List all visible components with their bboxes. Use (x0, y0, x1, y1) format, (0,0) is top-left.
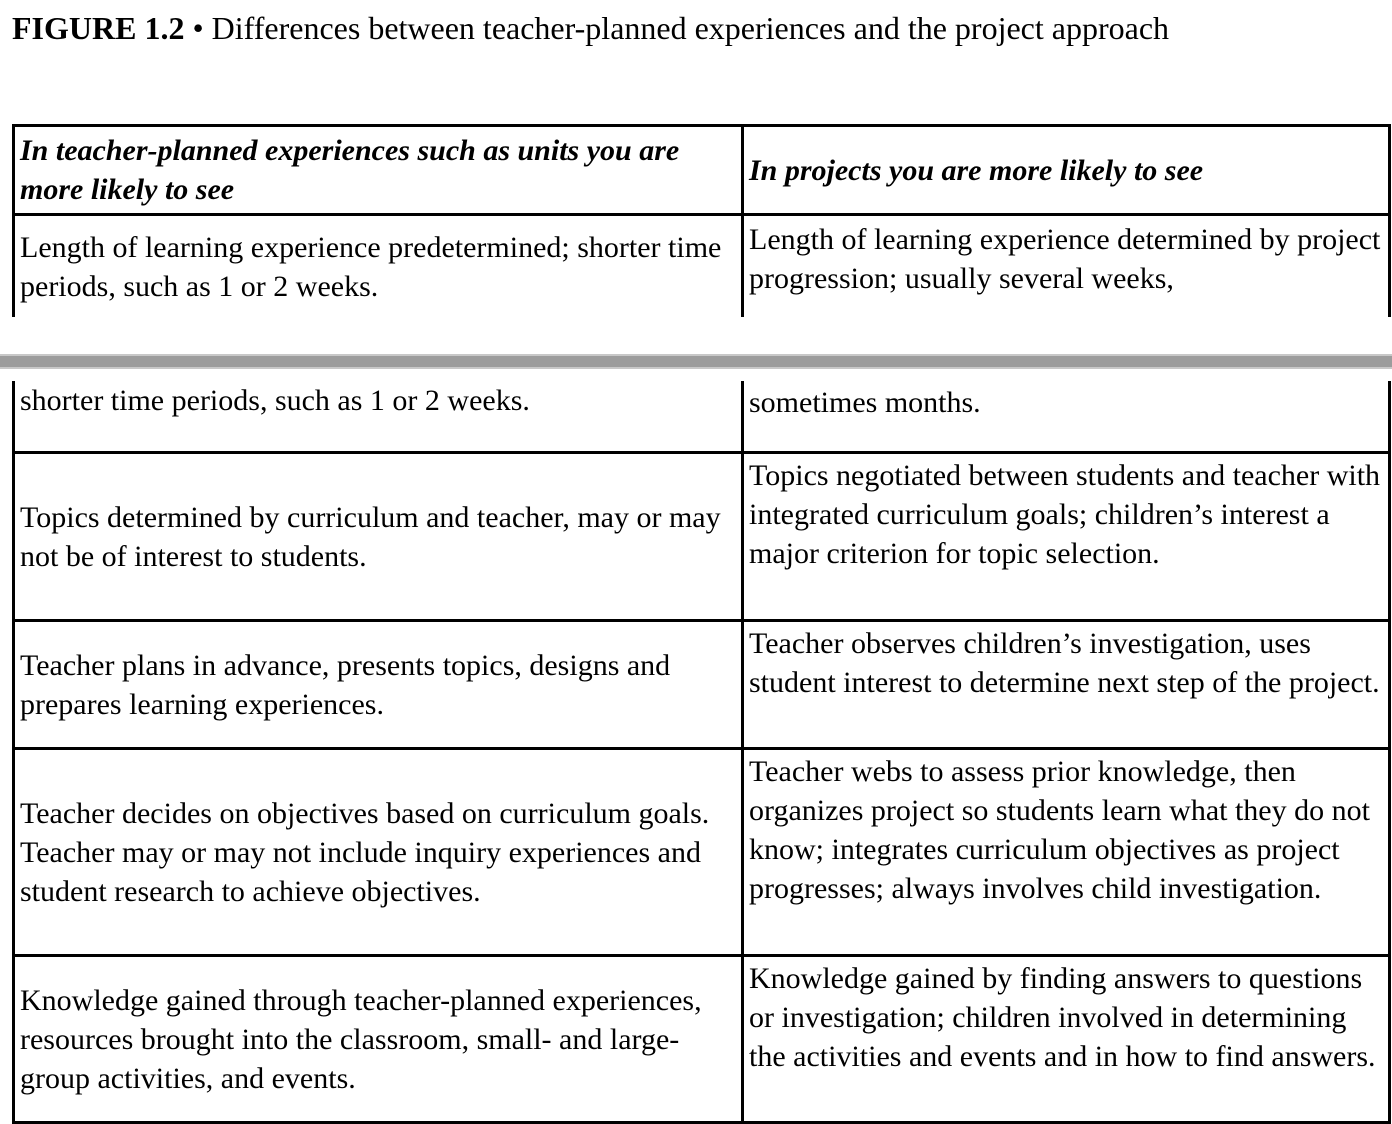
cell-teacher-planned: shorter time periods, such as 1 or 2 weeks. (14, 381, 743, 453)
figure-title (12, 10, 1169, 47)
cell-teacher-planned: Topics determined by curriculum and teacher, may or may not be of interest to students. (14, 453, 743, 621)
cell-teacher-planned: Teacher decides on objectives based on curriculum goals. Teacher may or may not include inquiry experiences and student research to achieve objectives. (14, 749, 743, 956)
header-teacher-planned: In teacher-planned experiences such as units you are more likely to see (14, 126, 743, 215)
table-row (14, 215, 1390, 318)
header-projects: In projects you are more likely to see (743, 126, 1390, 215)
cell-projects: Teacher observes children’s investigation, uses student interest to determine next step of the project. (743, 621, 1390, 749)
figure-label: FIGURE 1.2 (12, 10, 185, 46)
figure-separator: • (192, 10, 204, 46)
table-row (14, 621, 1390, 749)
cell-projects: Teacher webs to assess prior knowledge, then organizes project so students learn what they do not know; integrates curriculum objectives as project progresses; always involves child investigation. (743, 749, 1390, 956)
cell-teacher-planned: Teacher plans in advance, presents topics, designs and prepares learning experiences. (14, 621, 743, 749)
table-row (14, 453, 1390, 621)
figure-caption: Differences between teacher-planned experiences and the project approach (211, 10, 1170, 46)
cell-projects: Length of learning experience determined by project progression; usually several weeks, (743, 215, 1390, 318)
cell-projects: Knowledge gained by finding answers to questions or investigation; children involved in determining the activities and events and in how to find answers. (743, 956, 1390, 1123)
table-row (14, 956, 1390, 1123)
comparison-table-page-1 (12, 124, 1391, 317)
cell-projects: sometimes months. (743, 381, 1390, 453)
table-row (14, 749, 1390, 956)
cell-teacher-planned: Length of learning experience predetermined; shorter time periods, such as 1 or 2 weeks. (14, 215, 743, 318)
table-header-row (14, 126, 1390, 215)
comparison-table-page-2 (12, 381, 1391, 1124)
cell-projects: Topics negotiated between students and teacher with integrated curriculum goals; children’s interest a major criterion for topic selection. (743, 453, 1390, 621)
cell-teacher-planned: Knowledge gained through teacher-planned experiences, resources brought into the classroom, small- and large-group activities, and events. (14, 956, 743, 1123)
page-break-divider (0, 354, 1392, 369)
table-row (14, 381, 1390, 453)
